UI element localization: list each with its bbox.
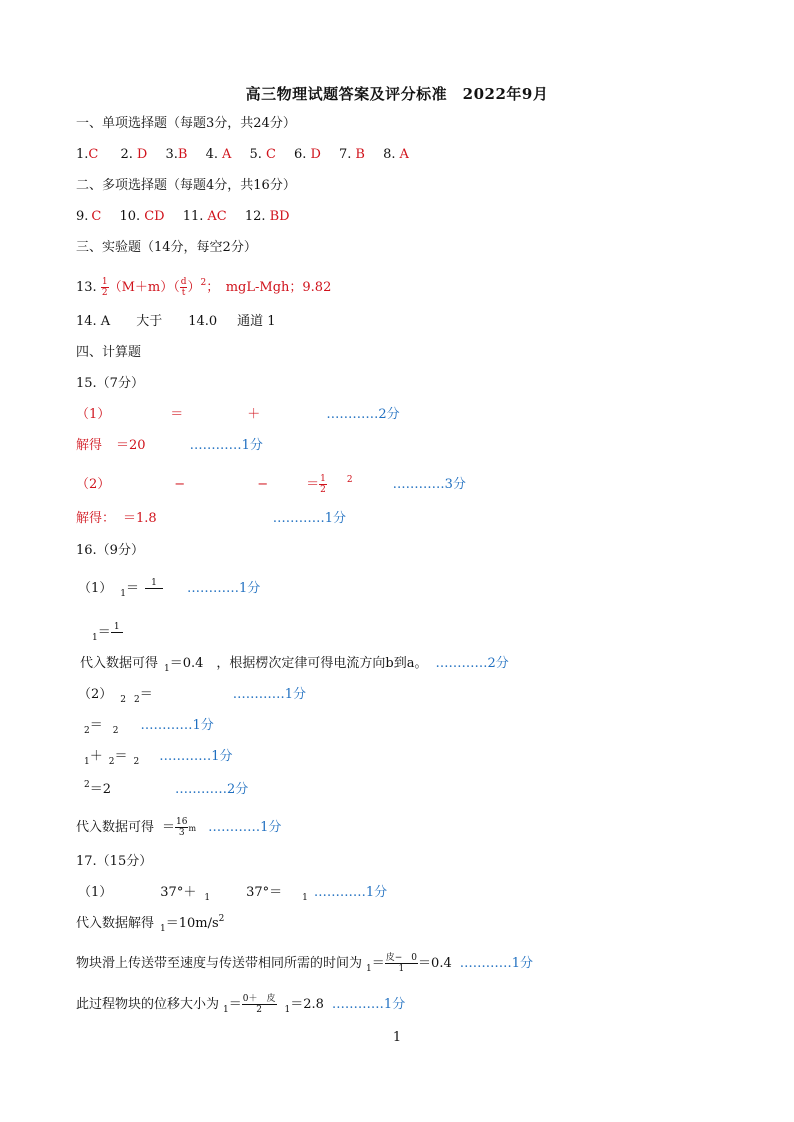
score-q15-r1: …………1分: [189, 438, 263, 453]
score-q15-p1: …………2分: [326, 407, 400, 422]
q16-line1: （1） $_1$＝ 1 …………1分: [78, 578, 261, 599]
q16-line4: （2） $_2$ $_2$＝ …………1分: [78, 687, 307, 705]
page-number: 1: [392, 1030, 402, 1045]
q15-part1-equation: （1） ＝ ＋ …………2分: [76, 407, 400, 422]
section-heading-single-choice: 一、单项选择题（每题3分，共24分）: [76, 116, 296, 131]
q15-part2-equation: （2） − − ＝ $\frac{1}{2}$ $^2$ …………3分: [76, 474, 466, 495]
score-q16-l5: …………1分: [140, 718, 214, 733]
score-q15-p2: …………3分: [392, 477, 466, 492]
score-q17-l1: …………1分: [313, 885, 388, 900]
section-heading-calculation: 四、计算题: [76, 345, 142, 360]
answer-row-single-choice: 1.C 2. D 3.B 4. A 5. C 6. D 7. B 8. A: [76, 147, 409, 162]
page-title: 高三物理试题答案及评分标准 2022年9月: [245, 85, 549, 103]
q16-line5: $_2$＝ $_2$ …………1分: [84, 718, 214, 736]
score-q16-l3: …………2分: [435, 656, 509, 671]
score-q16-l6: …………1分: [159, 749, 233, 764]
answer-q14: 14. A 大于 14.0 通道 1: [76, 314, 276, 329]
score-q16-l4: …………1分: [232, 687, 307, 702]
q16-line6: $_1$＋ $_2$＝ $_2$ …………1分: [84, 749, 233, 767]
q17-line3: 物块滑上传送带至速度与传送带相同所需的时间为 $_1$＝ $\frac{\text{皮− 0}}{1}$ ＝0.4 …………1分: [76, 953, 534, 974]
score-q15-r2: …………1分: [272, 511, 346, 526]
section-heading-experiment: 三、实验题（14分，每空2分）: [76, 240, 257, 255]
q15-part2-result: 解得： ＝1.8 …………1分: [76, 511, 346, 526]
q17-line1: （1） 37°＋ $_1$ 37°＝ $_1$ …………1分: [78, 885, 388, 903]
answer-row-multi-choice: 9. C 10. CD 11. AC 12. BD: [76, 209, 290, 224]
q17-line2: 代入数据解得 $_1=10m/s^2$: [76, 914, 225, 934]
answer-q13: 13. $\frac{1}{2}$ （M＋m）（ $\frac{d}{t}$ ）$^2$； mgL-Mgh；9.82: [76, 277, 332, 298]
q16-line8: 代入数据可得 ＝ $\frac{16}{3}$ m …………1分: [76, 817, 282, 838]
score-q16-l1: …………1分: [187, 581, 261, 596]
q16-line7: $^2$＝2 …………2分: [84, 780, 249, 797]
question-17-label: 17.（15分）: [76, 854, 153, 869]
q16-line2: $_1$＝ 1: [92, 622, 123, 643]
score-q16-l8: …………1分: [208, 820, 282, 835]
score-q17-l3: …………1分: [459, 956, 534, 971]
score-q17-l4: …………1分: [331, 997, 406, 1012]
q15-part1-result: 解得 ＝20 …………1分: [76, 438, 263, 453]
question-15-label: 15.（7分）: [76, 376, 144, 391]
q17-line4: 此过程物块的位移大小为 $_1$＝ $\frac{\text{0＋ 皮}}{2}$ $_1$＝2.8 …………1分: [76, 994, 406, 1015]
q16-line3: 代入数据可得 $_1$＝0.4 ，根据楞次定律可得电流方向b到a。 …………2分: [80, 656, 509, 674]
score-q16-l7: …………2分: [175, 782, 249, 797]
section-heading-multi-choice: 二、多项选择题（每题4分，共16分）: [76, 178, 296, 193]
question-16-label: 16.（9分）: [76, 543, 144, 558]
